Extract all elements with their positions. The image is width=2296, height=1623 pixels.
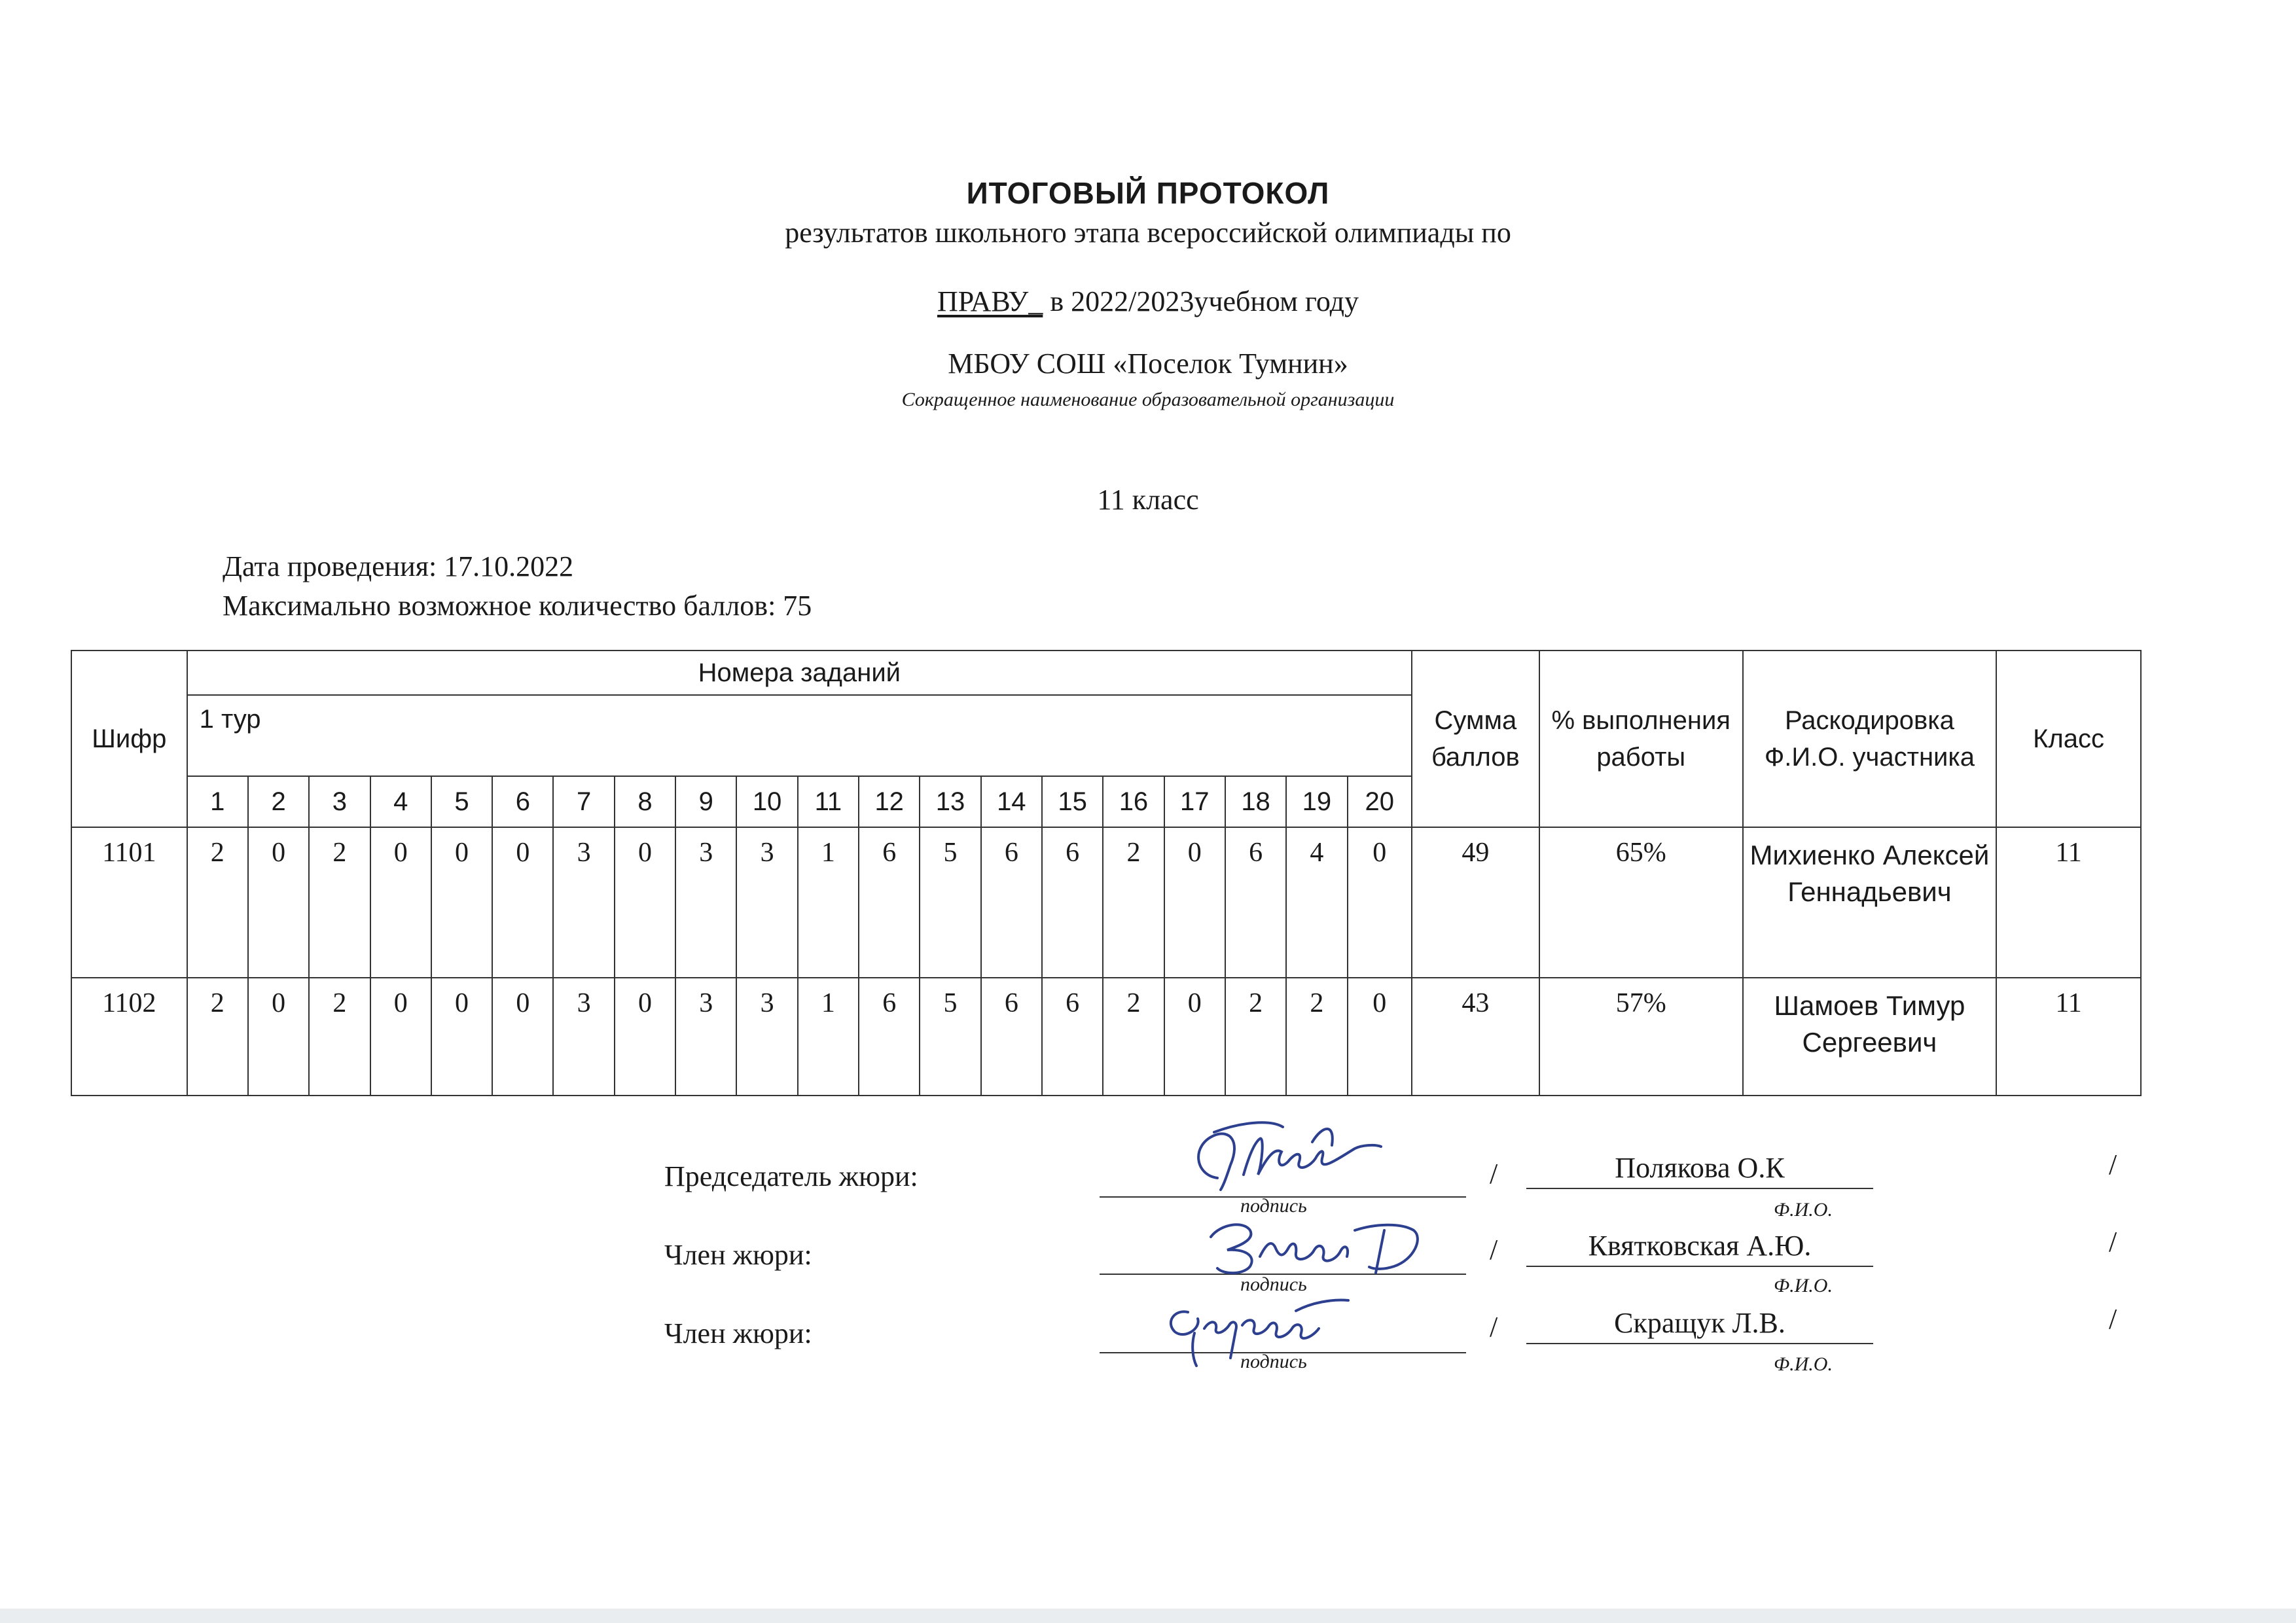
- table-row: [71, 978, 2141, 1096]
- task-score: 3: [553, 827, 614, 978]
- jury-role-chairman: Председатель жюри:: [664, 1160, 918, 1192]
- task-number: 12: [859, 776, 920, 827]
- separator-slash: /: [2109, 1226, 2117, 1258]
- task-score: 6: [1042, 827, 1103, 978]
- academic-year: в 2022/2023учебном году: [1043, 285, 1359, 317]
- signature-caption: подпись: [1240, 1195, 1307, 1217]
- header-task-numbers: Номера заданий: [187, 651, 1412, 695]
- task-score: 5: [920, 978, 980, 1096]
- separator-slash: /: [1490, 1158, 1498, 1190]
- task-number: 8: [615, 776, 675, 827]
- task-number: 7: [553, 776, 614, 827]
- task-number: 4: [370, 776, 431, 827]
- task-score: 6: [859, 827, 920, 978]
- task-number: 18: [1225, 776, 1286, 827]
- event-date: Дата проведения: 17.10.2022: [223, 550, 574, 582]
- total-score: 49: [1412, 827, 1539, 978]
- task-score: 3: [675, 827, 736, 978]
- task-score: 0: [248, 978, 309, 1096]
- task-score: 2: [1103, 827, 1164, 978]
- signature-caption: подпись: [1240, 1351, 1307, 1372]
- participant-class: 11: [1996, 978, 2141, 1096]
- task-score: 2: [309, 978, 370, 1096]
- organization-caption: Сокращенное наименование образовательной организации: [901, 389, 1395, 410]
- task-score: 1: [798, 978, 859, 1096]
- task-number: 13: [920, 776, 980, 827]
- page-bottom-edge: [0, 1609, 2296, 1623]
- participant-cipher: 1101: [71, 827, 187, 978]
- participant-cipher: 1102: [71, 978, 187, 1096]
- task-score: 6: [1042, 978, 1103, 1096]
- header-row-tasks: [71, 651, 2141, 695]
- task-score: 0: [492, 978, 553, 1096]
- task-number: 11: [798, 776, 859, 827]
- name-caption: Ф.И.О.: [1774, 1199, 1833, 1221]
- subject-name: ПРАВУ_: [937, 285, 1043, 317]
- task-score: 2: [187, 827, 248, 978]
- chairman-signature: [1178, 1113, 1394, 1198]
- separator-slash: /: [2109, 1303, 2117, 1335]
- task-score: 3: [736, 827, 797, 978]
- organization-name: МБОУ СОШ «Поселок Тумнин»: [948, 348, 1348, 380]
- task-score: 0: [492, 827, 553, 978]
- task-number: 17: [1164, 776, 1225, 827]
- task-score: 0: [1164, 827, 1225, 978]
- header-decoding: Раскодировка Ф.И.О. участника: [1743, 651, 1996, 827]
- task-score: 1: [798, 827, 859, 978]
- task-number: 2: [248, 776, 309, 827]
- protocol-title: ИТОГОВЫЙ ПРОТОКОЛ: [966, 176, 1330, 210]
- task-score: 0: [615, 827, 675, 978]
- jury-name-member-2: Скращук Л.В.: [1526, 1304, 1873, 1344]
- participant-class: 11: [1996, 827, 2141, 978]
- task-number: 14: [981, 776, 1042, 827]
- task-score: 3: [675, 978, 736, 1096]
- header-round: 1 тур: [187, 695, 1412, 776]
- task-score: 3: [736, 978, 797, 1096]
- completion-percent: 65%: [1539, 827, 1743, 978]
- task-number: 16: [1103, 776, 1164, 827]
- task-number: 20: [1348, 776, 1412, 827]
- results-table: [71, 650, 2142, 1096]
- task-score: 2: [187, 978, 248, 1096]
- task-number: 19: [1286, 776, 1347, 827]
- task-score: 6: [1225, 827, 1286, 978]
- task-score: 0: [1348, 978, 1412, 1096]
- task-number: 9: [675, 776, 736, 827]
- task-score: 6: [859, 978, 920, 1096]
- task-number: 3: [309, 776, 370, 827]
- jury-name-chairman: Полякова О.К: [1526, 1149, 1873, 1189]
- jury-role-member: Член жюри:: [664, 1239, 812, 1271]
- task-score: 2: [1225, 978, 1286, 1096]
- task-score: 6: [981, 827, 1042, 978]
- task-score: 6: [981, 978, 1042, 1096]
- total-score: 43: [1412, 978, 1539, 1096]
- task-score: 0: [370, 978, 431, 1096]
- jury-name-member-1: Квятковская А.Ю.: [1526, 1226, 1873, 1267]
- subject-line: [0, 285, 2296, 318]
- separator-slash: /: [1490, 1234, 1498, 1266]
- header-percent: % выполнения работы: [1539, 651, 1743, 827]
- jury-role-member: Член жюри:: [664, 1317, 812, 1349]
- header-sum: Сумма баллов: [1412, 651, 1539, 827]
- max-score: Максимально возможное количество баллов: 75: [223, 590, 812, 622]
- header-class: Класс: [1996, 651, 2141, 827]
- task-score: 2: [1103, 978, 1164, 1096]
- protocol-subtitle: результатов школьного этапа всероссийской олимпиады по: [785, 217, 1511, 249]
- task-score: 3: [553, 978, 614, 1096]
- task-score: 0: [431, 978, 492, 1096]
- task-score: 0: [1164, 978, 1225, 1096]
- task-number: 6: [492, 776, 553, 827]
- task-number: 15: [1042, 776, 1103, 827]
- member-signature: [1198, 1211, 1433, 1283]
- task-number: 10: [736, 776, 797, 827]
- task-score: 0: [370, 827, 431, 978]
- completion-percent: 57%: [1539, 978, 1743, 1096]
- task-number: 1: [187, 776, 248, 827]
- task-score: 4: [1286, 827, 1347, 978]
- task-score: 2: [1286, 978, 1347, 1096]
- task-score: 0: [1348, 827, 1412, 978]
- task-score: 2: [309, 827, 370, 978]
- signature-caption: подпись: [1240, 1274, 1307, 1295]
- participant-name: Михиенко Алексей Геннадьевич: [1743, 827, 1996, 978]
- name-caption: Ф.И.О.: [1774, 1275, 1833, 1296]
- task-score: 0: [248, 827, 309, 978]
- header-cipher: Шифр: [71, 651, 187, 827]
- task-score: 0: [431, 827, 492, 978]
- name-caption: Ф.И.О.: [1774, 1353, 1833, 1375]
- task-score: 5: [920, 827, 980, 978]
- task-number: 5: [431, 776, 492, 827]
- table-row: [71, 827, 2141, 978]
- separator-slash: /: [1490, 1311, 1498, 1343]
- grade-label: 11 класс: [1097, 484, 1199, 516]
- participant-name: Шамоев Тимур Сергеевич: [1743, 978, 1996, 1096]
- separator-slash: /: [2109, 1149, 2117, 1181]
- task-score: 0: [615, 978, 675, 1096]
